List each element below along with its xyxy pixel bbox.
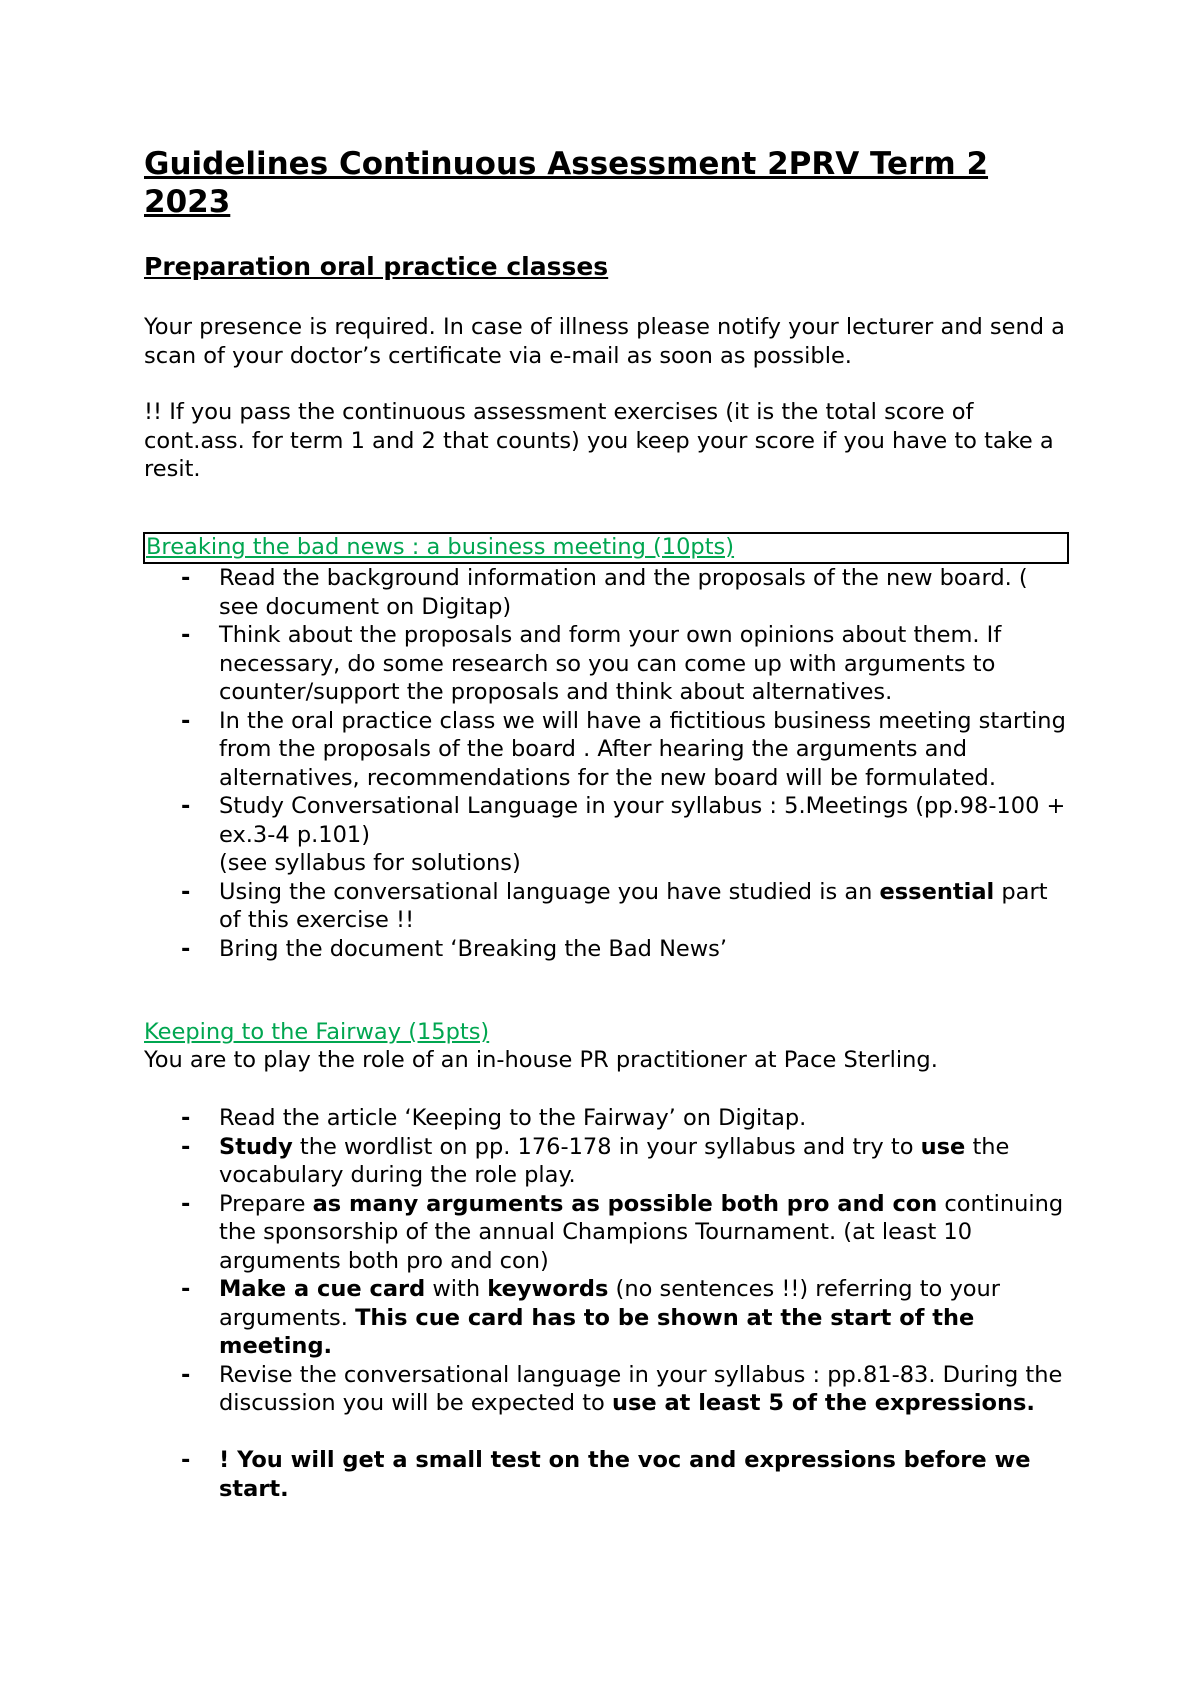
list-item: - Make a cue card with keywords (no sentences !!) referring to your arguments. This cue card has to be shown at the start of the meeting. [181, 1276, 1001, 1359]
list-item: - Read the background information and the proposals of the new board. ( see document on Digitap) [181, 565, 1028, 620]
list-item: - Study Conversational Language in your syllabus : 5.Meetings (pp.98-100 + ex.3-4 p.101) (see syllabus for solutions) [181, 793, 1066, 876]
page-subtitle: Preparation oral practice classes [144, 252, 609, 281]
section2-intro: You are to play the role of an in-house PR practitioner at Pace Sterling. [144, 1047, 938, 1073]
list-item: - Study the wordlist on pp. 176-178 in your syllabus and try to use the vocabulary during the role play. [181, 1133, 1010, 1188]
list-item: - ! You will get a small test on the voc and expressions before we start. [181, 1447, 1031, 1502]
list-item: - Using the conversational language you have studied is an essential part of this exercise !! [181, 878, 1048, 933]
page-title: Guidelines Continuous Assessment 2PRV Term 2 2023 [144, 146, 989, 220]
list-item: - In the oral practice class we will have a fictitious business meeting starting from the proposals of the board . After hearing the arguments and alternatives, recommendations for the new board will be formulated. [181, 707, 1066, 791]
list-item: - Read the article ‘Keeping to the Fairway’ on Digitap. [181, 1105, 807, 1131]
resit-paragraph: !! If you pass the continuous assessment exercises (it is the total score of cont.ass. for term 1 and 2 that counts) you keep your score if you have to take a resit. [144, 399, 1054, 482]
section2-list [144, 1104, 1074, 1503]
section1-list [144, 564, 1074, 963]
list-item: - Bring the document ‘Breaking the Bad News’ [181, 935, 728, 962]
section2-heading: Keeping to the Fairway (15pts) [144, 1019, 490, 1045]
list-item: - Prepare as many arguments as possible both pro and con continuing the sponsorship of the annual Champions Tournament. (at least 10 arguments both pro and con) [181, 1190, 1064, 1274]
section1-heading: Breaking the bad news : a business meeting (10pts) [146, 534, 735, 560]
presence-paragraph: Your presence is required. In case of illness please notify your lecturer and send a scan of your doctor’s certificate via e-mail as soon as possible. [144, 314, 1065, 369]
list-item: - Think about the proposals and form your own opinions about them. If necessary, do some research so you can come up with arguments to counter/support the proposals and think about alternatives. [181, 622, 1002, 705]
list-item: - Revise the conversational language in your syllabus : pp.81-83. During the discussion you will be expected to use at least 5 of the expressions. [181, 1361, 1063, 1416]
